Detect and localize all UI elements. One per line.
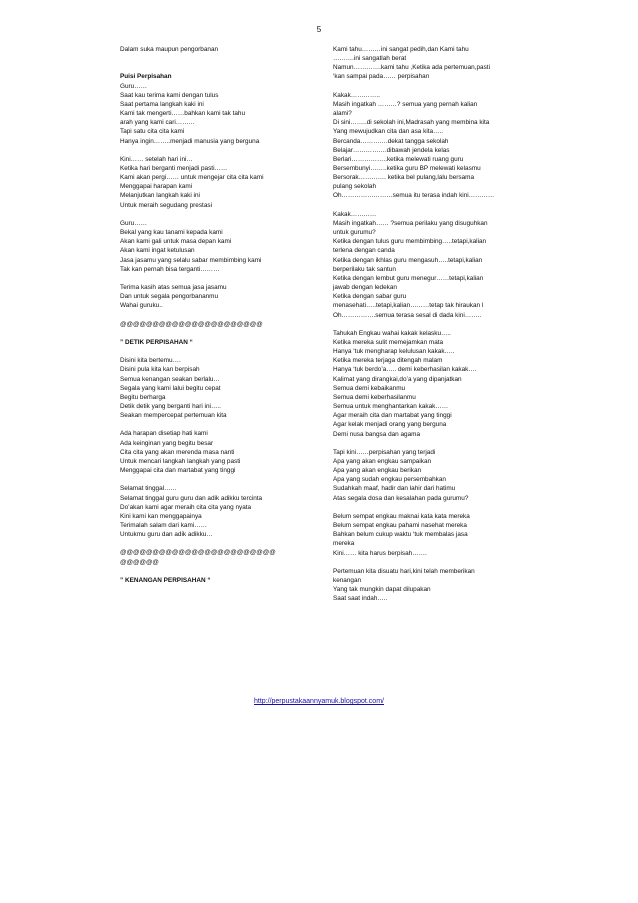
text-line: @@@@@@ (120, 558, 159, 566)
text-line: Kakak………….. (333, 91, 380, 99)
text-line: Hanya ‘tuk mengharap kelulusan kakak….. (333, 348, 455, 356)
page-number: 5 (316, 25, 322, 34)
text-line: Ada keinginan yang begitu besar (120, 439, 214, 447)
text-line: Ketika dengan lembut guru menegur……tetapi,kalian (333, 274, 484, 282)
text-line: Ketika dengan tulus guru membimbing…..tetapi,kalian (333, 238, 487, 246)
text-line: Oh…………….semua terasa sesal di dada kini…….. (333, 311, 482, 319)
text-line: Guru…… (120, 219, 147, 227)
text-line: kenangan (333, 576, 362, 584)
text-line: Tahukah Engkau wahai kakak kelasku….. (333, 329, 451, 337)
left-column (120, 45, 320, 585)
text-line: Belum sempat engkau maknai kata kata mereka (333, 512, 470, 520)
text-line: Selamat tinggal…… (120, 485, 177, 493)
text-line: Menggapai harapan kami (120, 183, 193, 191)
text-line: Kini…… kita harus berpisah……. (333, 549, 427, 557)
text-line: mereka (333, 540, 355, 548)
text-line: Kakak………… (333, 210, 377, 218)
text-line: Segala yang kami lalui begitu cepat (120, 384, 221, 392)
text-line: Yang mewujudkan cita dan asa kita….. (333, 128, 444, 136)
text-line: ” DETIK PERPISAHAN “ (120, 338, 193, 346)
text-line: Apa yang akan engkau sampaikan (333, 457, 432, 465)
text-line: Kami tak mengerti……bahkan kami tak tahu (120, 110, 246, 118)
text-line: ” KENANGAN PERPISAHAN “ (120, 576, 211, 584)
text-line: Belum sempat engkau pahami nasehat mereka (333, 522, 467, 530)
text-line: Masih ingatkah…… ?semua perilaku yang disuguhkan (333, 219, 488, 227)
text-line: Kami akan pergi…… untuk mengejar cita cita kami (120, 174, 264, 182)
text-line: Semua untuk menghantarkan kakak…… (333, 403, 449, 411)
text-line: Detik detik yang berganti hari ini….. (120, 402, 221, 410)
text-line (120, 420, 320, 429)
text-line: Wahai guruku.. (120, 302, 163, 310)
text-line (120, 347, 320, 356)
text-line: Dan untuk segala pengorbananmu (120, 293, 219, 301)
text-line: Ketika dengan sabar guru (333, 293, 407, 301)
text-line: Untukmu guru dan adik adikku… (120, 531, 213, 539)
text-line: Ketika hari berganti menjadi pasti…… (120, 164, 228, 172)
text-line: Cita cita yang akan merenda masa nanti (120, 448, 235, 456)
text-line (120, 539, 320, 548)
text-line: Disini kita bertemu…. (120, 357, 181, 365)
text-line (120, 310, 320, 319)
text-line: Tapi kini……perpisahan yang terjadi (333, 448, 436, 456)
text-line: Puisi Perpisahan (120, 73, 172, 81)
text-line: ‘kan sampai pada…… perpisahan (333, 73, 430, 81)
text-line: Ketika mereka sulit memejamkan mata (333, 338, 444, 346)
text-line (120, 210, 320, 219)
text-line: Untuk meraih segudang prestasi (120, 201, 213, 209)
text-line: Tak kan pernah bisa terganti……… (120, 265, 220, 273)
text-line: Jasa jasamu yang selalu sabar membimbing kami (120, 256, 262, 264)
text-line: Yang tak mungkin dapat dilupakan (333, 586, 431, 594)
text-line: jawab dengan ledekan (333, 284, 397, 292)
text-line: Hanya ‘tuk berdo’a….. demi keberhasilan kakak…. (333, 366, 477, 374)
text-line: Terimalah salam dari kami…… (120, 521, 208, 529)
text-line (120, 329, 320, 338)
text-line (120, 63, 320, 72)
text-line (333, 503, 543, 512)
text-line (120, 54, 320, 63)
text-line: Oh……………………semua itu terasa indah kini………… (333, 192, 495, 200)
text-line: Agar kelak menjadi orang yang berguna (333, 421, 447, 429)
text-line: alami? (333, 110, 352, 118)
text-line: Semua demi kebaikanmu (333, 384, 406, 392)
text-line: @@@@@@@@@@@@@@@@@@@@@@@@ (120, 549, 276, 557)
text-line: Guru…… (120, 82, 147, 90)
text-line: Di sini……..di sekolah ini,Madrasah yang membina kita (333, 119, 490, 127)
text-line: Bersembunyi……..ketika guru BP melewati kelasmu (333, 165, 481, 173)
text-line (120, 475, 320, 484)
text-line: terlena dengan canda (333, 247, 395, 255)
text-line: Menggapai cita dan martabat yang tinggi (120, 467, 236, 475)
text-line: Do’akan kami agar meraih cita cita yang nyata (120, 503, 252, 511)
text-line (333, 82, 543, 91)
text-line: Disini pula kita kan berpisah (120, 366, 200, 374)
text-line: Dalam suka maupun pengorbanan (120, 46, 219, 53)
text-line: Begitu berharga (120, 393, 166, 401)
text-line (120, 567, 320, 576)
text-line: menasehati…..tetapi,kalian………tetap tak hiraukan l (333, 302, 484, 310)
text-line: Kini kami kan menggapainya (120, 512, 202, 520)
text-line: Berlari……………..ketika melewati ruang guru (333, 155, 464, 163)
text-line: Apa yang akan engkau berikan (333, 467, 422, 475)
text-line: Selamat tinggal guru guru dan adik adikku tercinta (120, 494, 263, 502)
text-line: Ketika dengan ikhlas guru mengasuh…..tetapi,kalian (333, 256, 483, 264)
text-line (333, 439, 543, 448)
text-line (120, 146, 320, 155)
text-line: Melanjutkan langkah kaki ini (120, 192, 200, 200)
text-line: Atas segala dosa dan kesalahan pada gurumu? (333, 494, 469, 502)
text-line: Bahkan belum cukup waktu ‘tuk membalas jasa (333, 531, 468, 539)
text-line: Untuk mencari langkah langkah yang pasti (120, 457, 241, 465)
text-line: Kini…… setelah hari ini… (120, 155, 193, 163)
text-line: Bekal yang kau tanami kepada kami (120, 229, 223, 237)
text-line: Saat saat indah….. (333, 595, 388, 603)
text-line: Masih ingatkah ………? semua yang pernah kalian (333, 100, 478, 108)
text-line: pulang sekolah (333, 183, 376, 191)
text-line: Belajar…………….dibawah jendela kelas (333, 146, 450, 154)
right-column (333, 45, 543, 603)
text-line: untuk gurumu? (333, 229, 376, 237)
text-line: Seakan mempercepat pertemuan kita (120, 412, 227, 420)
text-line: @@@@@@@@@@@@@@@@@@@@@@ (120, 320, 263, 328)
text-line: ……….ini sangatlah berat (333, 55, 407, 63)
text-line: Demi nusa bangsa dan agama (333, 430, 421, 438)
text-line: Bersorak…………. ketika bel pulang,lalu bersama (333, 174, 475, 182)
text-line: Agar meraih cita dan martabat yang tinggi (333, 412, 452, 420)
text-line: Akan kami gali untuk masa depan kami (120, 238, 232, 246)
text-line: Saat kau terima kami dengan tulus (120, 91, 219, 99)
text-line: Tapi satu cita cita kami (120, 128, 185, 136)
text-line (333, 320, 543, 329)
text-line: Semua kenangan seakan berlalu… (120, 375, 220, 383)
text-line: Akan kami ingat ketulusan (120, 247, 195, 255)
text-line: Bercanda………….dekat tangga sekolah (333, 137, 449, 145)
text-line (120, 274, 320, 283)
text-line: Sudahkah maaf, hadir dan lahir dari hatimu (333, 485, 456, 493)
text-line: Hanya ingin……..menjadi manusia yang berguna (120, 137, 260, 145)
text-line (333, 201, 543, 210)
text-line: Ketika mereka terjaga ditengah malam (333, 357, 443, 365)
text-line: Semua demi keberhasilanmu (333, 393, 416, 401)
text-line: berperilaku tak santun (333, 265, 396, 273)
text-line: arah yang kami cari……… (120, 119, 195, 127)
text-line (333, 558, 543, 567)
text-line: Pertemuan kita disuatu hari,kini telah memberikan (333, 567, 475, 575)
text-line: Apa yang sudah engkau persembahkan (333, 476, 446, 484)
text-line: Namun………….kami tahu ,Ketika ada pertemuan,pasti (333, 64, 490, 72)
text-line: Ada harapan disetiap hati kami (120, 430, 208, 438)
text-line: Terima kasih atas semua jasa jasamu (120, 283, 227, 291)
text-line: Kalimat yang dirangkai,do’a yang dipanjatkan (333, 375, 462, 383)
footer-link[interactable]: http://perpustakaannyamuk.blogspot.com/ (254, 698, 384, 705)
text-line: Kami tahu………ini sangat pedih,dan Kami tahu (333, 46, 469, 53)
text-line: Saat pertama langkah kaki ini (120, 100, 204, 108)
